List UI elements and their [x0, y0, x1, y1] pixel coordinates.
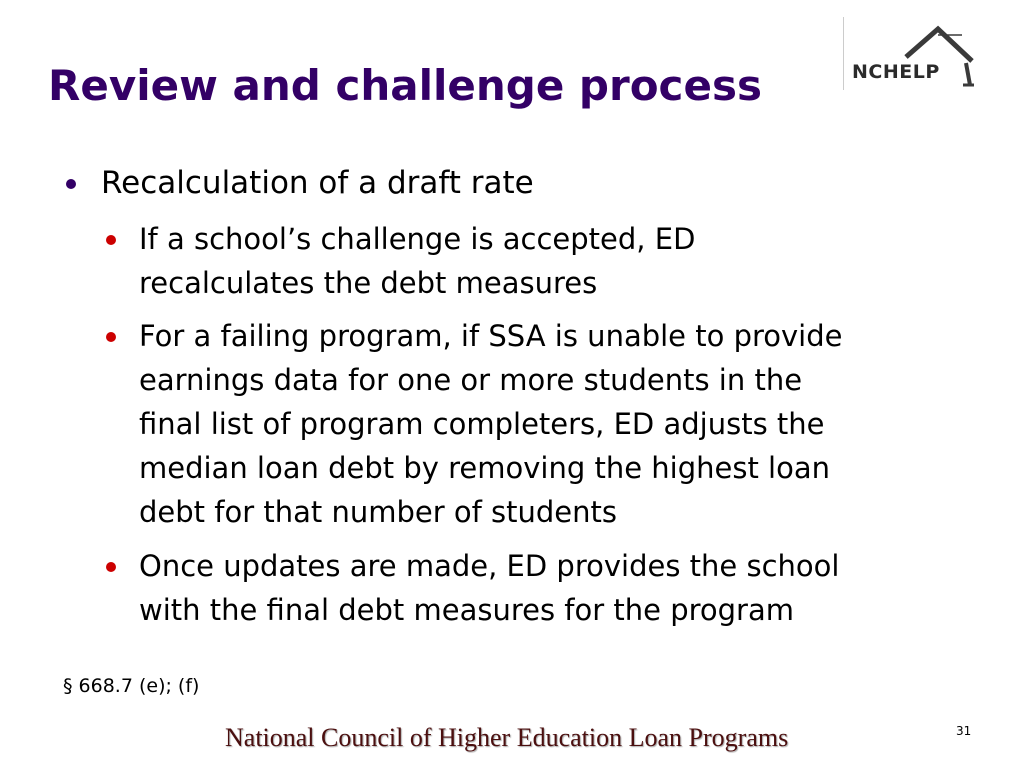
- sub-bullet-line: earnings data for one or more students in the: [139, 363, 803, 397]
- sub-bullet-line: For a failing program, if SSA is unable to provide: [139, 319, 843, 353]
- logo-text: NCHELP: [852, 61, 940, 83]
- page-number: 31: [956, 724, 972, 738]
- sub-bullet-line: debt for that number of students: [139, 495, 617, 529]
- sub-bullet-marker: [106, 235, 116, 245]
- slide-title: Review and challenge process: [48, 61, 762, 110]
- regulation-citation: § 668.7 (e); (f): [63, 675, 200, 697]
- sub-bullet-line: Once updates are made, ED provides the school: [139, 549, 840, 583]
- sub-bullet-line: recalculates the debt measures: [139, 266, 598, 300]
- sub-bullet-line: median loan debt by removing the highest loan: [139, 451, 831, 485]
- sub-bullet-line: final list of program completers, ED adjusts the: [139, 407, 825, 441]
- sub-bullet-line: If a school’s challenge is accepted, ED: [139, 222, 696, 256]
- sub-bullet-marker: [106, 332, 116, 342]
- footer-organization: National Council of Higher Education Loan Programs: [225, 723, 789, 752]
- main-bullet-text: Recalculation of a draft rate: [101, 165, 534, 201]
- sub-bullet-line: with the final debt measures for the program: [139, 593, 794, 627]
- nchelp-logo: [843, 17, 982, 90]
- sub-bullet-marker: [106, 562, 116, 572]
- bullet-marker: [66, 179, 76, 189]
